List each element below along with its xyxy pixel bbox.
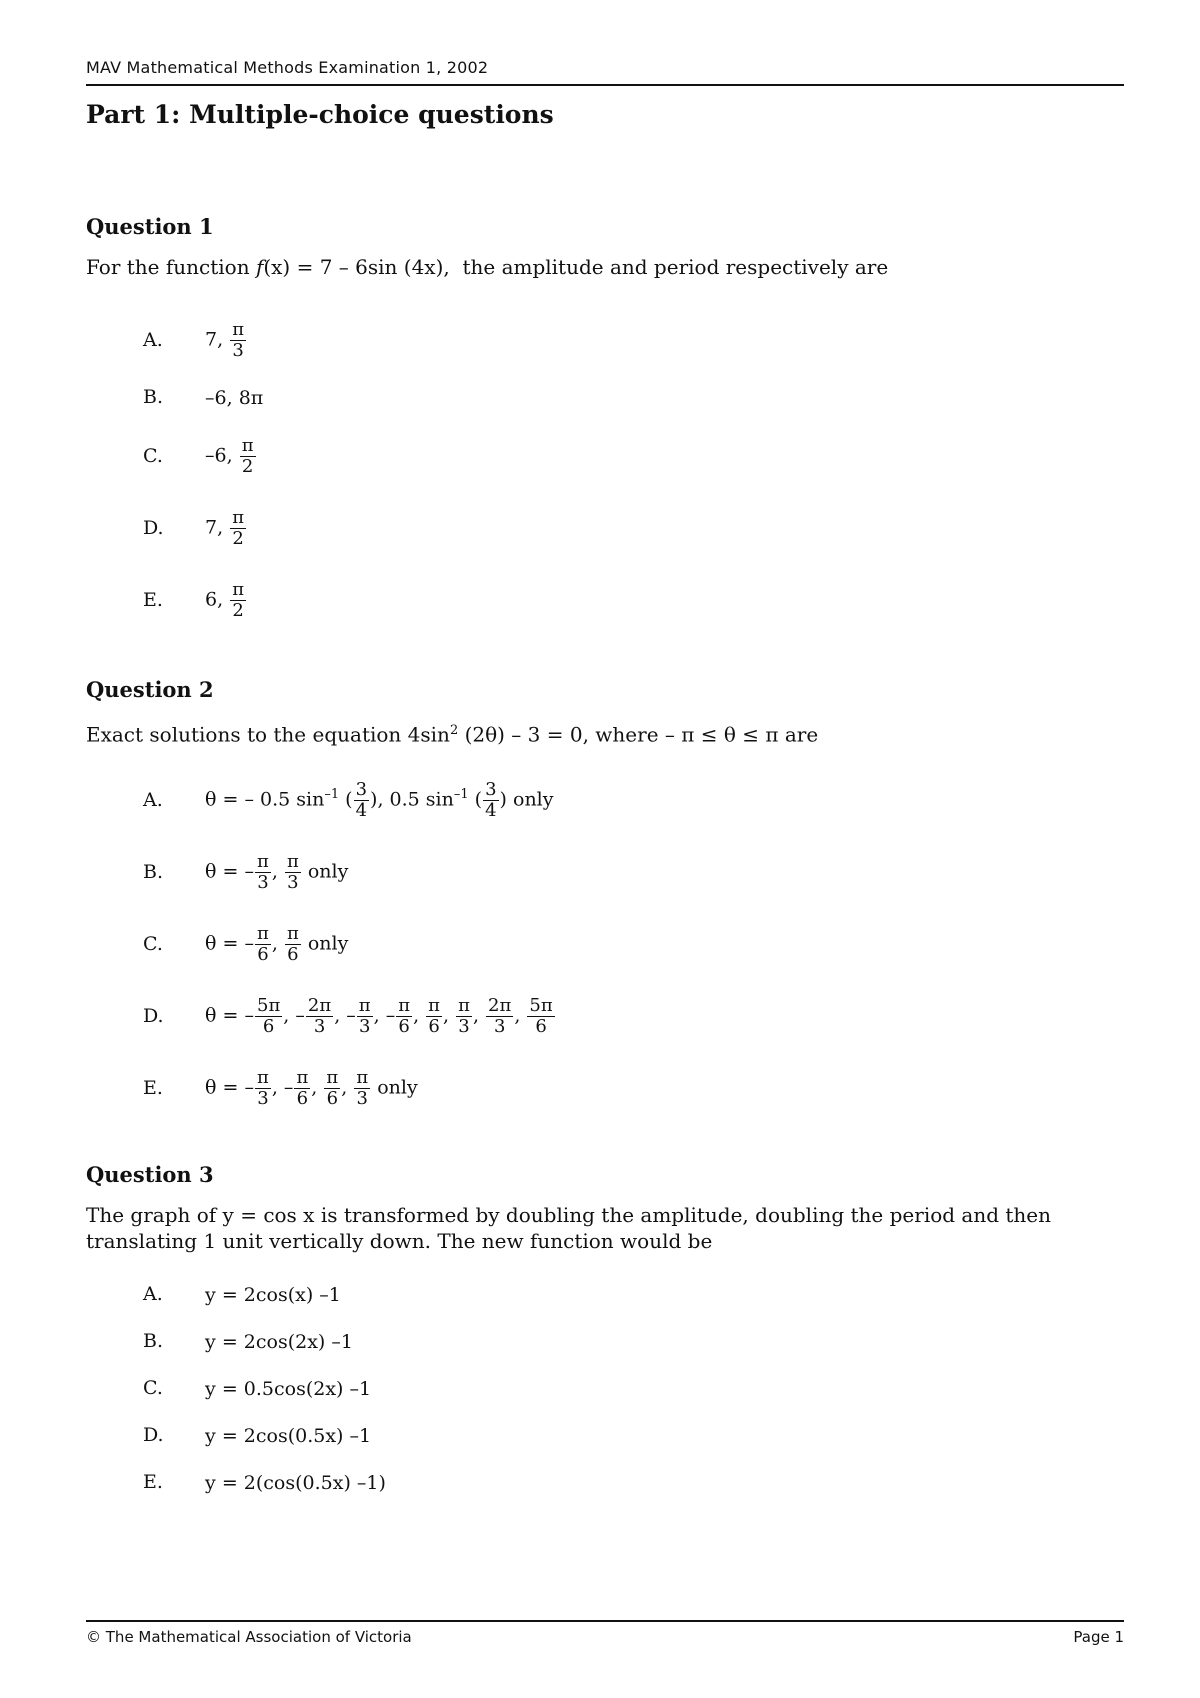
- option-text: y = 2(cos(0.5x) –1): [205, 1472, 386, 1494]
- separator: ,: [443, 1004, 456, 1027]
- numerator: π: [358, 995, 371, 1016]
- part-title: Part 1: Multiple-choice questions: [86, 100, 554, 129]
- denominator: 3: [493, 1016, 506, 1037]
- option-text: y = 2cos(x) –1: [205, 1284, 341, 1306]
- q1-option-a: [143, 320, 247, 361]
- fraction: [357, 996, 373, 1037]
- numerator: π: [458, 995, 470, 1016]
- numerator: π: [326, 1067, 339, 1088]
- numerator: π: [398, 995, 411, 1016]
- denominator: 3: [287, 872, 299, 893]
- numerator: π: [296, 1067, 309, 1088]
- denominator: 4: [485, 800, 497, 821]
- question-2-heading: Question 2: [86, 677, 214, 702]
- denominator: 6: [428, 1016, 440, 1037]
- denominator: 6: [257, 944, 269, 965]
- text: θ = –: [205, 1076, 254, 1099]
- option-lead: 7,: [205, 516, 224, 539]
- question-1-stem: [86, 254, 1126, 280]
- fraction: [426, 996, 442, 1037]
- fraction: [354, 780, 369, 821]
- denominator: 2: [232, 528, 244, 549]
- numerator: 5π: [529, 995, 553, 1016]
- denominator: 3: [358, 1016, 371, 1037]
- denominator: 6: [326, 1088, 339, 1109]
- fraction: [486, 996, 513, 1037]
- q3-option-c: [143, 1377, 371, 1400]
- denominator: 3: [458, 1016, 470, 1037]
- numerator: π: [257, 1067, 269, 1088]
- fraction: [324, 1068, 340, 1109]
- option-letter: B.: [143, 1330, 164, 1352]
- fraction: [285, 852, 301, 893]
- denominator: 2: [232, 600, 244, 621]
- fraction: [255, 996, 282, 1037]
- numerator: 5π: [257, 995, 281, 1016]
- option-letter: E.: [143, 588, 163, 611]
- q3-option-a: [143, 1283, 341, 1306]
- q3-option-e: [143, 1471, 386, 1494]
- numerator: π: [428, 995, 440, 1016]
- numerator: 3: [355, 779, 368, 800]
- q1-option-e: [143, 580, 247, 621]
- option-letter: A.: [143, 1283, 163, 1305]
- text: (: [468, 788, 483, 811]
- q1-stem-pre: For the function: [86, 255, 256, 279]
- fraction: [456, 996, 472, 1037]
- numerator: π: [232, 579, 245, 600]
- fraction: [294, 1068, 310, 1109]
- denominator: 3: [356, 1088, 368, 1109]
- question-3-stem: The graph of y = cos x is transformed by doubling the amplitude, doubling the period and then translating 1 unit vertically down. The new function would be: [86, 1203, 1052, 1253]
- numerator: π: [241, 435, 254, 456]
- q3-option-b: [143, 1330, 353, 1353]
- denominator: 6: [535, 1016, 547, 1037]
- sup: –1: [453, 787, 469, 803]
- fraction: [527, 996, 554, 1037]
- header-rule: [86, 84, 1124, 86]
- separator: ,: [311, 1076, 324, 1099]
- option-letter: E.: [143, 1471, 163, 1493]
- denominator: 3: [313, 1016, 326, 1037]
- option-text: y = 2cos(0.5x) –1: [205, 1425, 372, 1447]
- q3-option-d: [143, 1424, 371, 1447]
- q2-option-b: B. θ = – $\frac{\pi}{3}$ , $\frac{\pi}{3}$ only: [143, 851, 349, 893]
- denominator: 4: [355, 800, 368, 821]
- numerator: π: [286, 923, 299, 944]
- numerator: 3: [485, 779, 497, 800]
- numerator: π: [232, 507, 245, 528]
- sup: –1: [324, 787, 340, 803]
- separator: ,: [514, 1004, 527, 1027]
- fraction: [230, 580, 246, 621]
- footer-rule: [86, 1620, 1124, 1622]
- option-letter: A.: [143, 788, 163, 811]
- q2-stem-sup: 2: [449, 723, 459, 738]
- text: only: [301, 860, 349, 883]
- option-text: y = 0.5cos(2x) –1: [205, 1378, 372, 1400]
- separator: ,: [341, 1076, 354, 1099]
- denominator: 3: [232, 340, 244, 361]
- fraction: [396, 996, 412, 1037]
- header-title: MAV Mathematical Methods Examination 1, 2002: [86, 58, 489, 77]
- q2-option-c: C. θ = – $\frac{\pi}{6}$ , $\frac{\pi}{6}$ only: [143, 923, 349, 965]
- text: ) only: [499, 788, 554, 811]
- q1-option-d: [143, 508, 247, 549]
- numerator: 2π: [488, 995, 512, 1016]
- option-letter: D.: [143, 1424, 164, 1446]
- separator: ,: [413, 1004, 426, 1027]
- option-letter: C.: [143, 1377, 163, 1399]
- q1-stem-post: the amplitude and period respectively are: [462, 255, 889, 279]
- fraction: [255, 1068, 271, 1109]
- fraction: [354, 1068, 370, 1109]
- option-lead: 7,: [205, 328, 224, 351]
- footer-page-number: Page 1: [1073, 1628, 1124, 1646]
- option-letter: A.: [143, 328, 163, 351]
- fraction: [230, 508, 246, 549]
- text: ), 0.5 sin: [370, 788, 454, 811]
- option-letter: B.: [143, 860, 164, 883]
- text: θ = –: [205, 860, 254, 883]
- separator: ,: [472, 1004, 486, 1027]
- q1-option-b: [143, 386, 263, 409]
- text: only: [301, 932, 349, 955]
- text: only: [371, 1076, 418, 1099]
- q2-option-a: [143, 780, 554, 821]
- denominator: 2: [241, 456, 254, 477]
- footer-copyright: © The Mathematical Association of Victoria: [86, 1628, 412, 1646]
- q1-option-c: [143, 436, 257, 477]
- option-text: y = 2cos(2x) –1: [205, 1331, 353, 1353]
- numerator: π: [257, 851, 269, 872]
- q2-stem-b: (2θ) – 3 = 0, where – π ≤ θ ≤ π are: [458, 722, 819, 747]
- option-lead: 6,: [205, 588, 224, 611]
- denominator: 6: [296, 1088, 309, 1109]
- denominator: 3: [257, 1088, 269, 1109]
- separator: , –: [271, 1076, 294, 1099]
- option-letter: B.: [143, 386, 164, 408]
- numerator: π: [232, 319, 245, 340]
- q1-stem-mid: (x) = 7 – 6sin (4x),: [263, 255, 450, 279]
- text: θ = – 0.5 sin: [205, 788, 325, 811]
- denominator: 6: [262, 1016, 275, 1037]
- fraction: [240, 436, 256, 477]
- text: θ = –: [205, 932, 254, 955]
- fraction: [483, 780, 498, 821]
- q1-stem-fx: f: [255, 255, 264, 279]
- option-text: –6, 8π: [205, 387, 264, 409]
- separator: , –: [373, 1004, 396, 1027]
- denominator: 3: [257, 872, 269, 893]
- numerator: 2π: [307, 995, 332, 1016]
- denominator: 6: [398, 1016, 410, 1037]
- text: θ = –: [205, 1004, 254, 1027]
- fraction: [255, 852, 271, 893]
- separator: , –: [283, 1004, 305, 1027]
- q2-option-d: [143, 996, 556, 1037]
- option-letter: C.: [143, 932, 163, 955]
- question-3-heading: Question 3: [86, 1162, 214, 1187]
- fraction: [230, 320, 246, 361]
- numerator: π: [286, 851, 299, 872]
- q2-option-e: [143, 1068, 418, 1109]
- fraction: [285, 924, 301, 965]
- question-2-stem: [86, 718, 1126, 748]
- option-letter: D.: [143, 1004, 164, 1027]
- option-letter: D.: [143, 516, 164, 539]
- fraction: [255, 924, 271, 965]
- separator: , –: [334, 1004, 356, 1027]
- numerator: π: [356, 1067, 369, 1088]
- option-letter: C.: [143, 444, 163, 467]
- numerator: π: [257, 923, 269, 944]
- option-letter: E.: [143, 1076, 163, 1099]
- text: (: [339, 788, 353, 811]
- question-1-heading: Question 1: [86, 214, 214, 239]
- page-header: [86, 58, 1124, 86]
- q2-stem-a: Exact solutions to the equation 4sin: [86, 722, 450, 747]
- option-lead: –6,: [205, 444, 233, 467]
- denominator: 6: [287, 944, 299, 965]
- fraction: [306, 996, 333, 1037]
